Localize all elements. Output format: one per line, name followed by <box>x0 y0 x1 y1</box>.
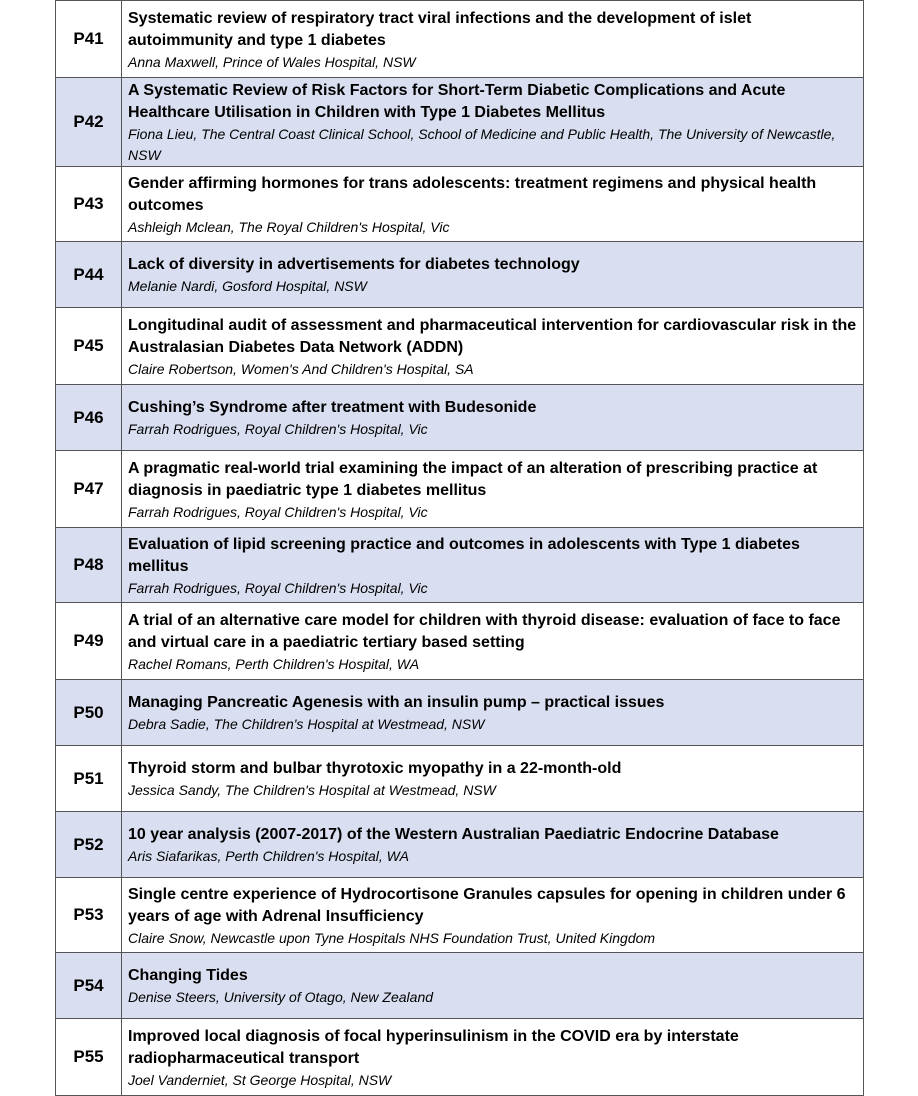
poster-code: P51 <box>56 746 122 812</box>
poster-title: Gender affirming hormones for trans adolescents: treatment regimens and physical health outcomes <box>128 174 817 214</box>
poster-title: Systematic review of respiratory tract viral infections and the development of islet autoimmunity and type 1 diabetes <box>128 9 752 49</box>
table-row <box>56 812 864 878</box>
poster-title: A pragmatic real-world trial examining the impact of an alteration of prescribing practice at diagnosis in paediatric type 1 diabetes mellitus <box>128 459 818 499</box>
poster-code: P44 <box>56 242 122 308</box>
poster-title: Cushing’s Syndrome after treatment with Budesonide <box>128 399 537 416</box>
poster-title: Improved local diagnosis of focal hyperinsulinism in the COVID era by interstate radiopharmaceutical transport <box>128 1027 739 1067</box>
poster-code: P52 <box>56 812 122 878</box>
poster-code: P48 <box>56 528 122 603</box>
poster-title: Single centre experience of Hydrocortisone Granules capsules for opening in children under 6 years of age with Adrenal Insufficiency <box>128 885 846 925</box>
poster-title: Evaluation of lipid screening practice and outcomes in adolescents with Type 1 diabetes mellitus <box>128 535 800 575</box>
table-row <box>56 878 864 953</box>
table-row <box>56 167 864 242</box>
poster-author: Ashleigh Mclean, The Royal Children's Hospital, Vic <box>128 218 450 235</box>
poster-code: P43 <box>56 167 122 242</box>
poster-author: Claire Robertson, Women's And Children's Hospital, SA <box>128 360 474 377</box>
table-row <box>56 451 864 528</box>
table-row <box>56 242 864 308</box>
poster-author: Farrah Rodrigues, Royal Children's Hospital, Vic <box>128 579 428 596</box>
poster-code: P50 <box>56 680 122 746</box>
poster-author: Fiona Lieu, The Central Coast Clinical School, School of Medicine and Public Health, The University of Newcastle, NSW <box>128 126 836 163</box>
poster-title: Changing Tides <box>128 967 248 984</box>
poster-author: Farrah Rodrigues, Royal Children's Hospital, Vic <box>128 503 428 520</box>
table-row <box>56 308 864 385</box>
poster-code: P49 <box>56 603 122 680</box>
poster-title: A trial of an alternative care model for children with thyroid disease: evaluation of face to face and virtual care in a paediatric tertiary based setting <box>128 611 841 651</box>
poster-title: Managing Pancreatic Agenesis with an insulin pump – practical issues <box>128 694 665 711</box>
poster-author: Debra Sadie, The Children's Hospital at Westmead, NSW <box>128 716 485 732</box>
poster-code: P55 <box>56 1019 122 1096</box>
poster-author: Melanie Nardi, Gosford Hospital, NSW <box>128 278 367 294</box>
poster-code: P45 <box>56 308 122 385</box>
poster-title: A Systematic Review of Risk Factors for Short-Term Diabetic Complications and Acute Healthcare Utilisation in Children with Type 1 Diabetes Mellitus <box>128 82 786 121</box>
poster-author: Jessica Sandy, The Children's Hospital at Westmead, NSW <box>128 782 496 798</box>
poster-author: Anna Maxwell, Prince of Wales Hospital, NSW <box>128 53 416 70</box>
poster-title: Lack of diversity in advertisements for diabetes technology <box>128 256 580 273</box>
table-row <box>56 746 864 812</box>
poster-title: 10 year analysis (2007-2017) of the Western Australian Paediatric Endocrine Database <box>128 826 779 843</box>
table-row <box>56 1 864 78</box>
poster-code: P41 <box>56 1 122 78</box>
poster-author: Rachel Romans, Perth Children's Hospital, WA <box>128 655 420 672</box>
poster-author: Claire Snow, Newcastle upon Tyne Hospitals NHS Foundation Trust, United Kingdom <box>128 929 656 946</box>
table-row <box>56 385 864 451</box>
poster-author: Aris Siafarikas, Perth Children's Hospital, WA <box>128 848 409 864</box>
poster-author: Joel Vanderniet, St George Hospital, NSW <box>128 1071 392 1088</box>
poster-title: Longitudinal audit of assessment and pharmaceutical intervention for cardiovascular risk in the Australasian Diabetes Data Network (ADDN) <box>128 316 857 356</box>
table-row <box>56 953 864 1019</box>
poster-title: Thyroid storm and bulbar thyrotoxic myopathy in a 22-month-old <box>128 760 622 777</box>
poster-code: P53 <box>56 878 122 953</box>
poster-code: P47 <box>56 451 122 528</box>
table-row <box>56 680 864 746</box>
poster-author: Farrah Rodrigues, Royal Children's Hospital, Vic <box>128 421 428 437</box>
poster-code: P42 <box>56 78 122 167</box>
poster-table <box>55 0 864 1096</box>
table-row <box>56 603 864 680</box>
table-row <box>56 78 864 167</box>
poster-code: P46 <box>56 385 122 451</box>
poster-code: P54 <box>56 953 122 1019</box>
poster-author: Denise Steers, University of Otago, New Zealand <box>128 989 434 1005</box>
table-row <box>56 528 864 603</box>
